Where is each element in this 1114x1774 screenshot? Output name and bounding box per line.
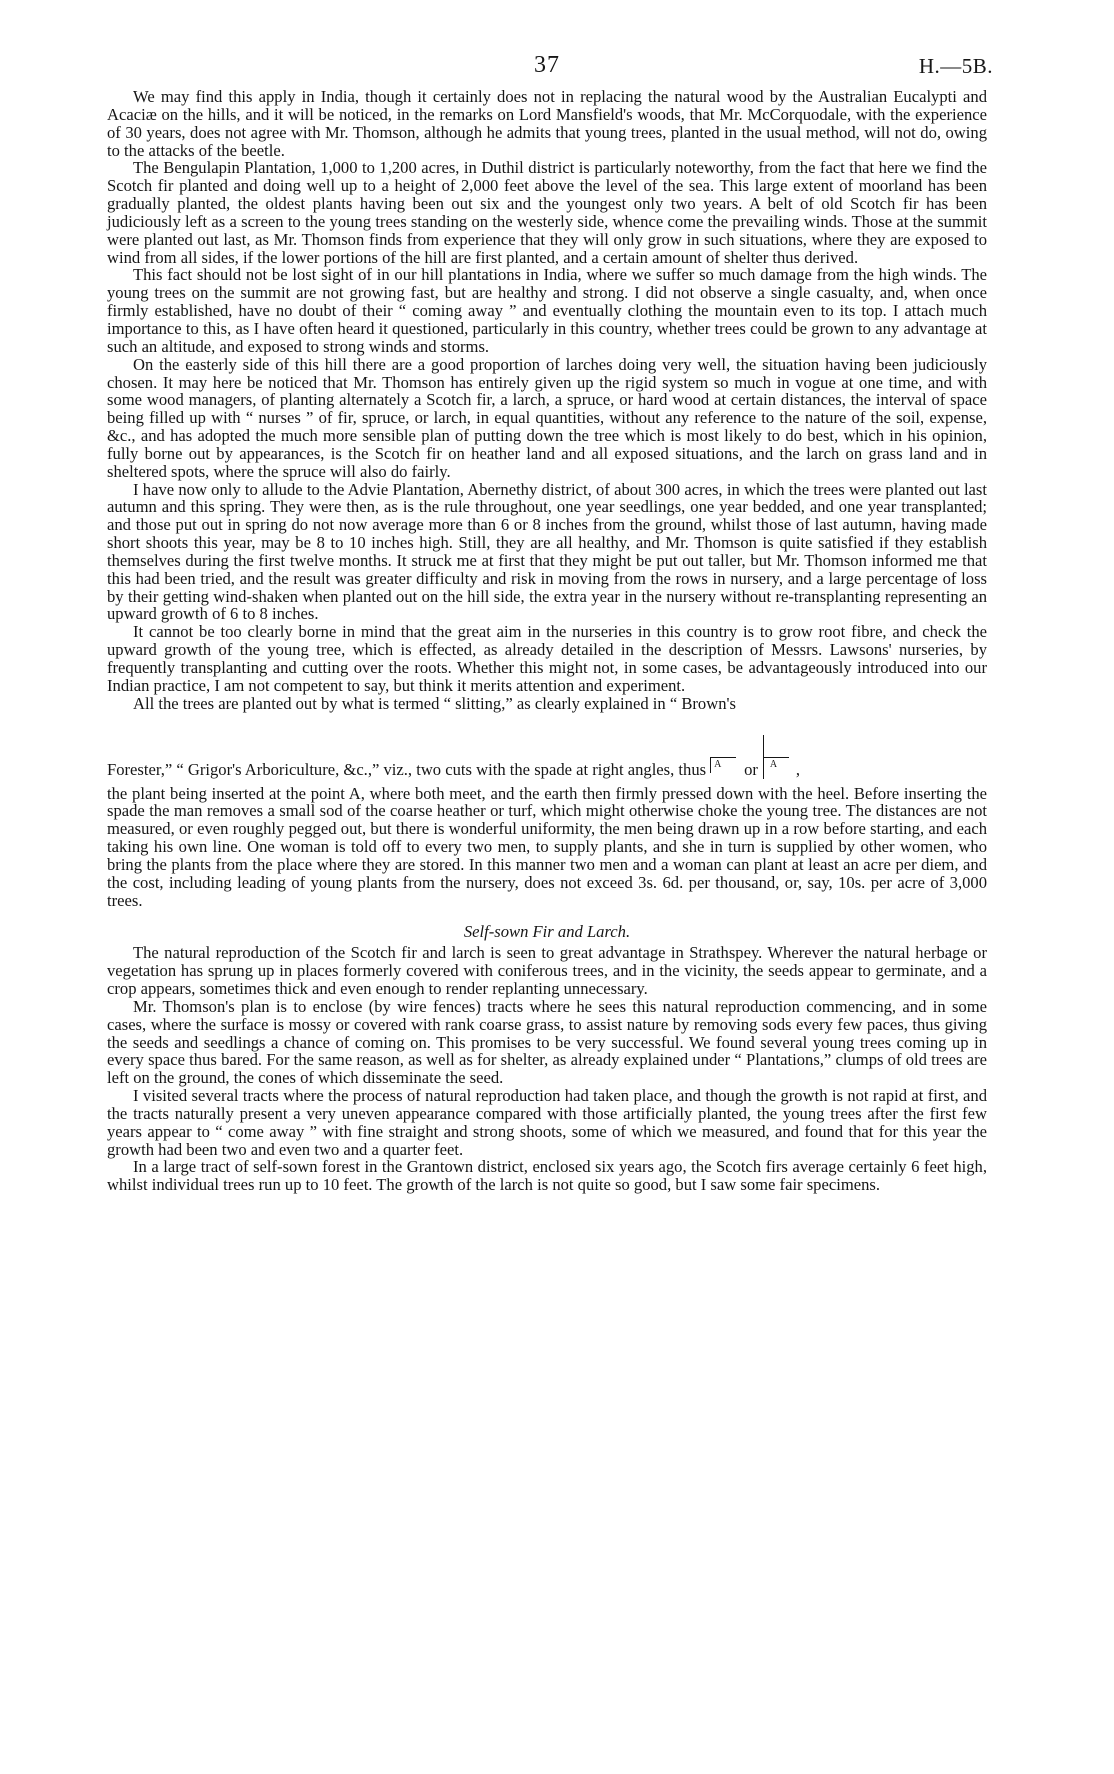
slit-figure-2 <box>762 743 792 779</box>
document-page <box>107 48 993 1195</box>
paragraph-3: This fact should not be lost sight of in our hill plantations in India, where we suffer so much damage from the high winds. The young trees on the summit are not growing fast, but are healthy and strong. I did not observe a single casualty, and, when once firmly established, have no doubt of their “ coming away ” and eventually clothing the mountain even to its top. I attach much importance to this, as I have often heard it questioned, particularly in this country, whether trees could be grown to any advantage at such an altitude, and exposed to strong winds and storms. <box>107 265 987 356</box>
section-paragraph-3: I visited several tracts where the process of natural reproduction had taken place, and though the growth is not rapid at first, and the tracts naturally present a very uneven appearance compared with those artificially planted, the young trees after the first few years appear to “ come away ” with fine straight and strong shoots, some of which we measured, and found that for this year the growth had been two and even two and a quarter feet. <box>107 1086 987 1159</box>
section-paragraph-2: Mr. Thomson's plan is to enclose (by wire fences) tracts where he sees this natural reproduction commencing, and in some cases, where the surface is mossy or covered with rank coarse grass, to assist nature by removing sods every few paces, thus giving the seeds and seedlings a chance of coming on. This promises to be very successful. We found several young trees coming up in every space thus bared. For the same reason, as well as for shelter, as already explained under “ Plantations,” clumps of old trees are left on the ground, the cones of which disseminate the seed. <box>107 996 987 1088</box>
slit-figure-1-label: A <box>714 758 722 770</box>
section-paragraph-1: The natural reproduction of the Scotch fir and larch is seen to great advantage in Strathspey. Wherever the natural herbage or vegetation has sprung up in places formerly covered with coniferous trees, and in the vicinity, the seeds appear to germinate, and a crop appears, sometimes thick and even enough to render replanting unnecessary. <box>107 943 987 998</box>
slit-figure-2-label: A <box>769 758 778 770</box>
slitting-text: Forester,” “ Grigor's Arboriculture, &c.,” viz., two cuts with the spade at right angles, thus <box>107 759 707 779</box>
page-number: 37 <box>534 52 560 78</box>
paragraph-5: I have now only to allude to the Advie Plantation, Abernethy district, of about 300 acres, in which the trees were planted out last autumn and this spring. They were then, as is the rule throughout, one year seedlings, one year bedded, and one year transplanted; and those put out in spring do not now average more than 6 or 8 inches from the ground, whilst those of last autumn, having made short shoots this year, may be 8 to 10 inches high. Still, they are all healthy, and Mr. Thomson is quite satisfied if they establish themselves during the first twelve months. It struck me at first that they might be put out taller, but Mr. Thomson informed me that this had been tried, and the result was greater difficulty and risk in moving from the rows in nursery, and a large percentage of loss by their getting wind-shaken when planted out on the hill side, the extra year in the nursery without re-transplanting representing an upward growth of 6 to 8 inches. <box>107 479 987 624</box>
paragraph-7: All the trees are planted out by what is termed “ slitting,” as clearly explained in “ Brown's <box>133 693 736 713</box>
document-reference: H.—5B. <box>918 54 993 78</box>
slitting-connector: or <box>744 759 758 779</box>
section-heading: Self-sown Fir and Larch. <box>463 922 631 942</box>
slitting-line <box>107 717 987 779</box>
slitting-trailing: , <box>795 759 801 779</box>
paragraph-6: It cannot be too clearly borne in mind that the great aim in the nurseries in this country is to grow root fibre, and check the upward growth of the young tree, which is effected, as already detailed in the description of Messrs. Lawsons' nurseries, by frequently transplanting and cutting over the roots. Whether this might not, in some cases, be advantageously introduced into our Indian practice, I am not competent to say, but think it merits attention and experiment. <box>107 622 987 695</box>
page-header <box>107 48 993 88</box>
paragraph-2: The Bengulapin Plantation, 1,000 to 1,200 acres, in Duthil district is particularly noteworthy, from the fact that here we find the Scotch fir planted and doing well up to a height of 2,000 feet above the level of the sea. This large extent of moorland has been gradually planted, the oldest plants having been out six and the youngest only two years. A belt of old Scotch fir has been judiciously left as a screen to the young trees standing on the westerly side, whence come the prevailing winds. Those at the summit were planted out last, as Mr. Thomson finds from experience that they will only grow in such situations, where they are exposed to wind from all sides, if the lower portions of the hill are first planted, and a certain amount of shelter thus derived. <box>107 158 987 267</box>
paragraph-4: On the easterly side of this hill there are a good proportion of larches doing very well, the situation having been judiciously chosen. It may here be noticed that Mr. Thomson has entirely given up the rigid system so much in vogue at one time, and with some wood managers, of planting alternately a Scotch fir, a larch, a spruce, or hard wood at certain distances, the interval of space being filled up with “ nurses ” of fir, spruce, or larch, in equal quantities, without any reference to the nature of the soil, expense, &c., and has adopted the much more sensible plan of putting down the tree which is most likely to do best, which in his opinion, fully borne out by appearances, is the Scotch fir on heather land and all exposed situations, and the larch on grass land and in sheltered spots, where the spruce will also do fairly. <box>107 354 987 481</box>
paragraph-1: We may find this apply in India, though it certainly does not in replacing the natural wood by the Australian Eucalypti and Acaciæ on the hills, and it will be noticed, in the remarks on Lord Mansfield's woods, that Mr. McCorquodale, with the experience of 30 years, does not agree with Mr. Thomson, although he admits that young trees, planted in the usual method, will not do, owing to the attacks of the beetle. <box>107 87 987 160</box>
section-paragraph-4: In a large tract of self-sown forest in the Grantown district, enclosed six years ago, the Scotch firs average certainly 6 feet high, whilst individual trees run up to 10 feet. The growth of the larch is not quite so good, but I saw some fair specimens. <box>107 1157 987 1195</box>
slit-cut-vertical <box>710 757 711 773</box>
slit-figure-1 <box>710 743 740 779</box>
paragraph-continuation: the plant being inserted at the point A, where both meet, and the earth then firmly pressed down with the heel. Before inserting the spade the man removes a small sod of the coarse heather or turf, which might otherwise choke the young tree. The distances are not measured, or even roughly pegged out, but there is wonderful uniformity, the men being drawn up in a row before starting, and each taking his own line. One woman is told off to every two men, to supply plants, and she in turn is supplied by other women, who bring the plants from the place where they are stored. In this manner two men and a woman can plant at least an acre per diem, and the cost, including leading of young plants from the nursery, does not exceed 3s. 6d. per thousand, or, say, 10s. per acre of 3,000 trees. <box>107 783 987 910</box>
body-text <box>107 88 987 1194</box>
